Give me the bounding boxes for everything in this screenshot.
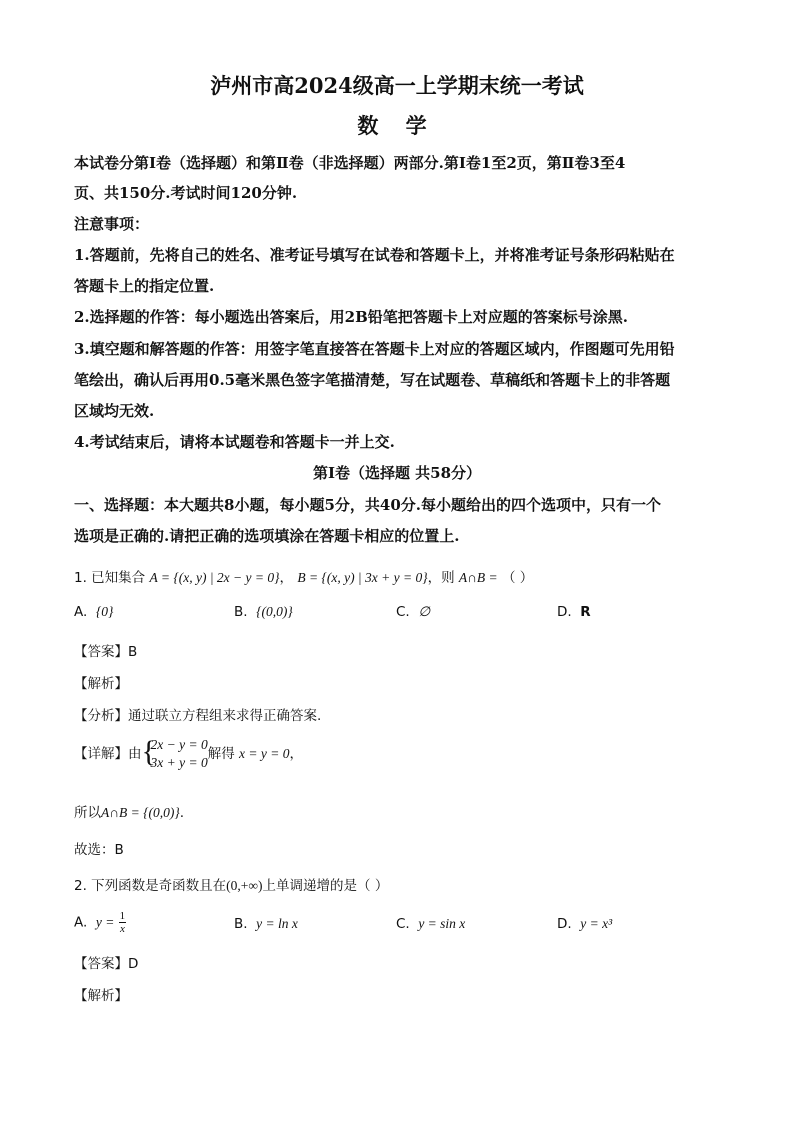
note-line: 答题卡上的指定位置. (74, 277, 215, 295)
option-value: {(0,0)} (256, 604, 293, 619)
question-2-suffix: 上单调递增的是（ ） (262, 878, 389, 894)
fraction-numerator: 1 (119, 910, 126, 922)
section-instruction-1: 一、选择题：本大题共8小题，每小题5分，共40分.每小题给出的四个选项中，只有一个 (74, 496, 661, 514)
fenxi-line (74, 704, 321, 724)
note-line: 笔绘出，确认后再用0.5毫米黑色签字笔描清楚，写在试题卷、草稿纸和答题卡上的非答题 (74, 371, 671, 389)
note-line: 3.填空题和解答题的作答：用签字笔直接答在答题卡上对应的答题区域内，作图题可先用铅 (74, 340, 675, 358)
analysis-tag: 【解析】 (74, 676, 128, 692)
option-c (396, 604, 430, 620)
fraction (119, 910, 127, 935)
option-value: y = x³ (580, 916, 613, 931)
option-value: y = ln x (256, 916, 298, 931)
answer-value: B (128, 644, 138, 660)
answer-value: D (128, 956, 139, 972)
section-instruction-2: 选项是正确的.请把正确的选项填涂在答题卡相应的位置上. (74, 527, 460, 545)
exam-title: 泸州市高2024级高一上学期末统一考试 (210, 73, 584, 98)
note-line: 2.选择题的作答：每小题选出答案后，用2B铅笔把答题卡上对应题的答案标号涂黑. (74, 308, 629, 326)
set-a: A = {(x, y) | 2x − y = 0} (149, 570, 280, 585)
detail-pre: 由 (128, 746, 142, 762)
interval: (0,+∞) (226, 878, 263, 893)
q2-answer-line (74, 952, 138, 972)
so-text: 所以 (74, 805, 101, 821)
fenxi-tag: 【分析】 (74, 708, 128, 724)
option-label: A. (74, 914, 88, 931)
separator: ， (279, 570, 294, 586)
conclusion-expr: A∩B = {(0,0)} (101, 805, 180, 820)
fenxi-text: 通过联立方程组来求得正确答案. (128, 708, 322, 724)
so-end: . (179, 805, 185, 821)
conclusion-line (74, 801, 184, 821)
option-label: D. (557, 604, 572, 620)
detail-tag: 【详解】 (74, 746, 128, 762)
answer-paren: （ ） (501, 570, 534, 586)
section-heading: 第Ⅰ卷（选择题 共58分） (312, 464, 482, 482)
fraction-denominator: x (119, 923, 125, 935)
equation-2: 3x + y = 0 (150, 755, 208, 770)
equation-1: 2x − y = 0 (150, 737, 208, 752)
option-label: D. (557, 916, 572, 932)
option-d (557, 604, 591, 620)
q2-option-b (234, 916, 298, 932)
question-1-stem (74, 566, 533, 586)
note-line: 4.考试结束后，请将本试题卷和答题卡一并上交. (74, 433, 395, 451)
q2-option-a (74, 910, 126, 935)
notes-heading: 注意事项： (74, 215, 150, 233)
note-line: 区域均无效. (74, 402, 155, 420)
option-a (74, 604, 113, 620)
option-label: C. (396, 604, 410, 620)
q2-analysis-tag: 【解析】 (74, 988, 128, 1004)
brace-icon: { (141, 735, 156, 768)
option-label: A. (74, 604, 88, 620)
option-lhs: y = (95, 914, 115, 930)
then-text: ，则 (427, 570, 455, 586)
q2-option-c (396, 916, 465, 932)
question-1-prefix: 1. 已知集合 (74, 570, 146, 586)
option-value: R (580, 604, 591, 620)
option-label: B. (234, 916, 248, 932)
option-label: B. (234, 604, 248, 620)
detail-end: ， (289, 746, 303, 762)
q2-option-d (557, 916, 612, 932)
option-b (234, 604, 293, 620)
question-2-prefix: 2. 下列函数是奇函数且在 (74, 878, 227, 894)
option-value: ∅ (418, 604, 431, 619)
option-value: {0} (95, 604, 114, 619)
choose-line: 故选：B (74, 842, 124, 858)
question-2-stem (74, 874, 388, 894)
intro-line-2: 页、共150分.考试时间120分钟. (74, 184, 298, 202)
note-line: 1.答题前，先将自己的姓名、准考证号填写在试卷和答题卡上，并将准考证号条形码粘贴在 (74, 246, 675, 264)
answer-line (74, 640, 137, 660)
option-label: C. (396, 916, 410, 932)
answer-tag: 【答案】 (74, 644, 128, 660)
intro-line-1: 本试卷分第Ⅰ卷（选择题）和第Ⅱ卷（非选择题）两部分.第Ⅰ卷1至2页，第Ⅱ卷3至4 (74, 154, 626, 172)
answer-tag: 【答案】 (74, 956, 128, 972)
equation-system (142, 736, 208, 772)
detail-solution: x = y = 0 (239, 746, 290, 761)
exam-subject: 数 学 (357, 113, 437, 138)
set-b: B = {(x, y) | 3x + y = 0} (297, 570, 428, 585)
option-value: y = sin x (418, 916, 466, 931)
detail-line (74, 736, 303, 772)
detail-mid: 解得 (207, 746, 235, 762)
intersection-expr: A∩B = (458, 570, 498, 585)
